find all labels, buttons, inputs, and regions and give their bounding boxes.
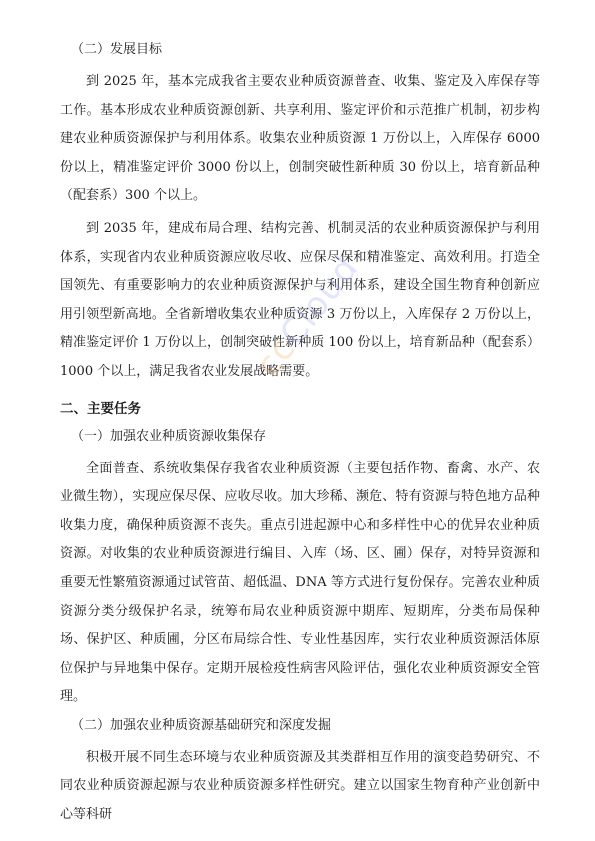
task1-paragraph: 全面普查、系统收集保存我省农业种质资源（主要包括作物、畜禽、水产、农业微生物），实现应保尽保、应收尽收。加大珍稀、濒危、特有资源与特色地方品种收集力度，确保种质资源不丧失。重点引进起源中心和多样性中心的优异农业种质资源。对收集的农业种质资源进行编目、入库（场、区、圃）保存，对特异资源和重要无性繁殖资源通过试管苗、超低温、DNA 等方式进行复份保存。完善农业种质资源分类分级保护名录，统筹布局农业种质资源中期库、短期库，分类布局保种场、保护区、种质圃，分区布局综合性、专业性基因库，实行农业种质资源活体原位保护与异地集中保存。定期开展检疫性病害风险评估，强化农业种质资源安全管理。 (60, 460, 540, 705)
goal-paragraph-2035: 到 2035 年，建成布局合理、结构完善、机制灵活的农业种质资源保护与利用体系，实现省内农业种质资源应收尽收、应保尽保和精准鉴定、高效利用。打造全国领先、有重要影响力的农业种质资源保护与利用体系，建设全国生物育种创新应用引领型新高地。全省新增收集农业种质资源 3 万份以上，入库保存 2 万份以上，精准鉴定评价 1 万份以上，创制突破性新种质 100 份以上，培育新品种（配套系）1000 个以上，满足我省农业发展战略需要。 (60, 220, 540, 379)
document-body (60, 36, 540, 830)
watermark-part-2: Cloud (272, 248, 367, 354)
tasks-heading: 二、主要任务 (60, 400, 141, 417)
task1-heading: （一）加强农业种质资源收集保存 (71, 428, 267, 444)
watermark-part-1: cc (248, 328, 304, 385)
task2-paragraph: 积极开展不同生态环境与农业种质资源及其类群相互作用的演变趋势研究、不同农业种质资源起源与农业种质资源多样性研究。建立以国家生物育种产业创新中心等科研 (60, 749, 540, 823)
goal-heading: （二）发展目标 (71, 42, 163, 57)
goal-paragraph-2025: 到 2025 年，基本完成我省主要农业种质资源普查、收集、鉴定及入库保存等工作。基本形成农业种质资源创新、共享利用、鉴定评价和示范推广机制，初步构建农业种质资源保护与利用体系。收集农业种质资源 1 万份以上，入库保存 6000 份以上，精准鉴定评价 3000 份以上，创制突破性新种质 30 份以上，培育新品种（配套系）300 个以上。 (60, 74, 540, 204)
task2-heading: （二）加强农业种质资源基础研究和深度发掘 (71, 717, 332, 733)
